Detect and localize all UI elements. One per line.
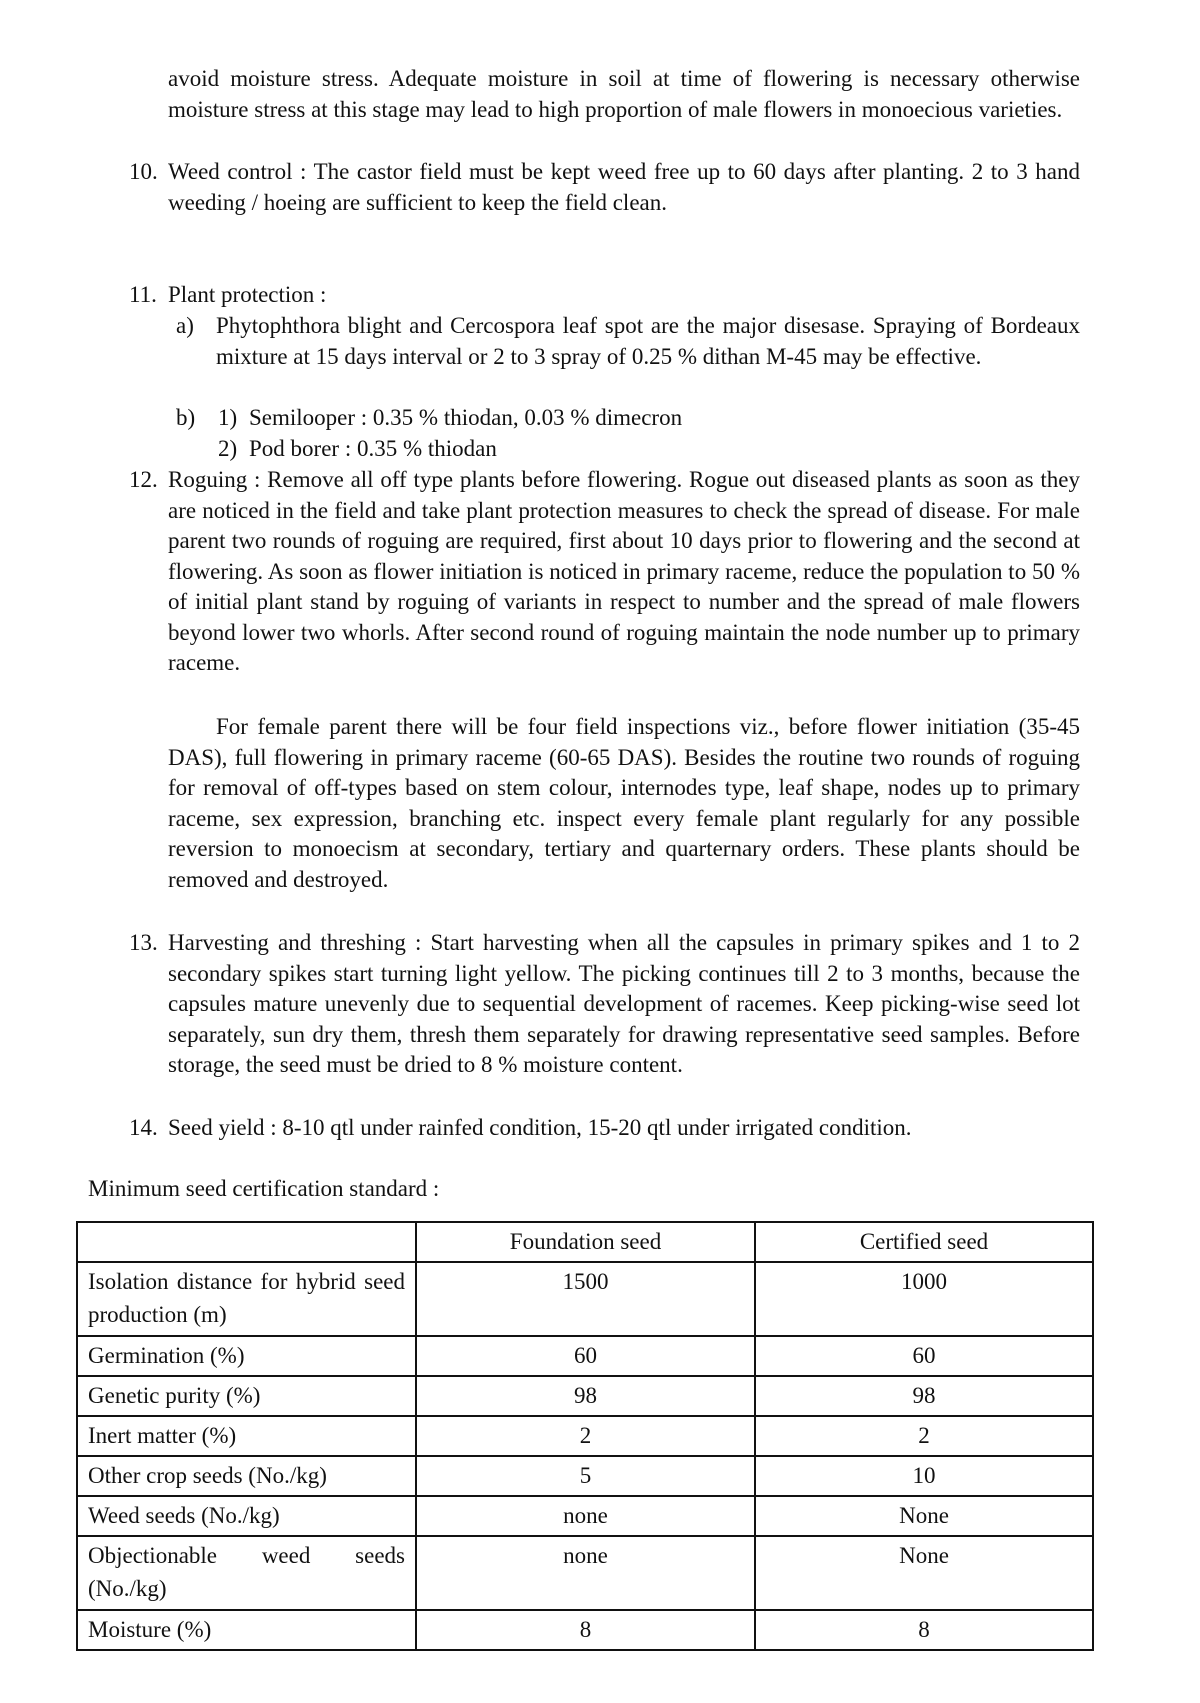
item-10-number: 10. [129,159,158,184]
certified-value: 2 [755,1416,1093,1456]
header-cell-empty [77,1222,416,1262]
foundation-value: 1500 [416,1262,755,1336]
item-12-female-parent: For female parent there will be four field inspections viz., before flower initiation (35-45 DAS), full flowering in primary raceme (60-65 DAS). Besides the routine two rounds of roguing for removal of off-types based on stem colour, internodes type, leaf shape, nodes up to primary raceme, sex expression, branching etc. inspect every female plant regularly for any possible reversion to monoecism at secondary, tertiary and quarternary orders. These plants should be removed and destroyed. [168,714,1080,892]
item-12-roguing: Roguing : Remove all off type plants before flowering. Rogue out diseased plants as soon as they are noticed in the field and take plant protection measures to check the spread of disease. For male parent two rounds of roguing are required, first about 10 days prior to flowering and the second at flowering. As soon as flower initiation is noticed in primary raceme, reduce the population to 50 % of initial plant stand by roguing of variants in respect to number and the spread of male flowers beyond lower two whorls. After second round of roguing maintain the node number up to primary raceme. [168,467,1080,675]
certified-value: 8 [755,1610,1093,1650]
item-13-number: 13. [129,930,158,955]
row-label: Isolation distance for hybrid seed production (m) [77,1262,416,1336]
item-11a-label: a) [176,313,194,338]
certified-value: None [755,1496,1093,1536]
item-11-number: 11. [129,282,157,307]
row-label: Inert matter (%) [77,1416,416,1456]
item-11b-1-label: 1) [218,405,238,430]
certification-heading: Minimum seed certification standard : [88,1176,440,1201]
row-label: Other crop seeds (No./kg) [77,1456,416,1496]
foundation-value: none [416,1496,755,1536]
foundation-value: 5 [416,1456,755,1496]
table-row [77,1262,1093,1336]
item-11a-text: Phytophthora blight and Cercospora leaf spot are the major disesase. Spraying of Bordeaux mixture at 15 days interval or 2 to 3 spray of 0.25 % dithan M-45 may be effective. [216,313,1080,369]
item-11-plant-protection: Plant protection : [168,282,327,307]
item-11b-2-label: 2) [218,436,238,461]
item-12-number: 12. [129,467,158,492]
item-14-number: 14. [129,1115,158,1140]
table-row [77,1336,1093,1376]
item-13-harvesting: Harvesting and threshing : Start harvesting when all the capsules in primary spikes and 1 to 2 secondary spikes start turning light yellow. The picking continues till 2 to 3 months, because the capsules mature unevenly due to sequential development of racemes. Keep picking-wise seed lot separately, sun dry them, thresh them separately for drawing representative seed samples. Before storage, the seed must be dried to 8 % moisture content. [168,930,1080,1077]
item-14-seed-yield: Seed yield : 8-10 qtl under rainfed condition, 15-20 qtl under irrigated condition. [168,1115,912,1140]
certification-table [76,1221,1094,1651]
certified-value: 60 [755,1336,1093,1376]
row-label: Objectionable weed seeds (No./kg) [77,1536,416,1610]
table-row [77,1456,1093,1496]
table-row [77,1536,1093,1610]
certified-value: 10 [755,1456,1093,1496]
item-11b-label: b) [176,405,196,430]
foundation-value: 2 [416,1416,755,1456]
row-label: Genetic purity (%) [77,1376,416,1416]
certified-value: 1000 [755,1262,1093,1336]
certified-value: 98 [755,1376,1093,1416]
intro-paragraph: avoid moisture stress. Adequate moisture in soil at time of flowering is necessary otherwise moisture stress at this stage may lead to high proportion of male flowers in monoecious varieties. [168,66,1080,122]
foundation-value: 98 [416,1376,755,1416]
header-cell-certified: Certified seed [755,1222,1093,1262]
certified-value: None [755,1536,1093,1610]
item-11b-2-pod-borer: Pod borer : 0.35 % thiodan [249,436,497,461]
item-10-weed-control: Weed control : The castor field must be kept weed free up to 60 days after planting. 2 to 3 hand weeding / hoeing are sufficient to keep the field clean. [168,159,1080,215]
row-label: Germination (%) [77,1336,416,1376]
table-row [77,1416,1093,1456]
table-row [77,1496,1093,1536]
row-label: Moisture (%) [77,1610,416,1650]
table-header-row [77,1222,1093,1262]
foundation-value: none [416,1536,755,1610]
item-11b-1-semilooper: Semilooper : 0.35 % thiodan, 0.03 % dimecron [249,405,683,430]
header-cell-foundation: Foundation seed [416,1222,755,1262]
row-label: Weed seeds (No./kg) [77,1496,416,1536]
table-row [77,1610,1093,1650]
table-row [77,1376,1093,1416]
foundation-value: 8 [416,1610,755,1650]
foundation-value: 60 [416,1336,755,1376]
